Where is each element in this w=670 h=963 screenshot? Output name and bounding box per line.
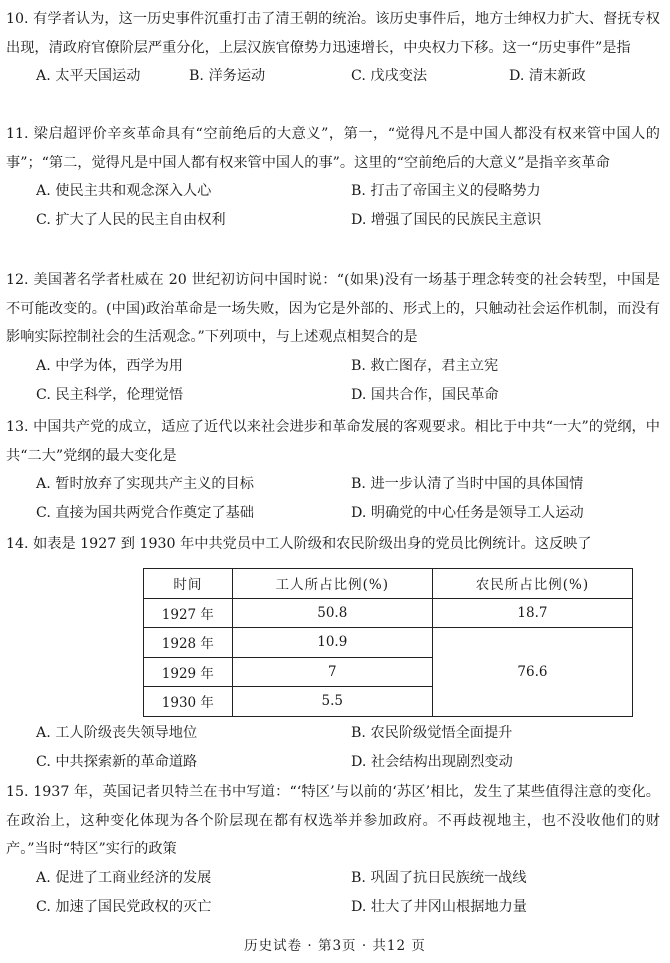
option-a[interactable]: A. 暂时放弃了实现共产主义的目标 <box>36 476 254 493</box>
question-stem: 13. 中国共产党的成立，适应了近代以来社会进步和革命发展的客观要求。相比于中共“一大”的党纲，中共“二大”党纲的最大变化是 <box>6 419 660 464</box>
options-row <box>6 381 660 410</box>
option-b[interactable]: B. 打击了帝国主义的侵略势力 <box>351 183 541 200</box>
option-c[interactable]: C. 民主科学，伦理觉悟 <box>36 386 184 403</box>
cell-worker: 7 <box>232 657 432 687</box>
question-10 <box>6 5 660 91</box>
option-a[interactable]: A. 促进了工商业经济的发展 <box>36 869 212 886</box>
option-d[interactable]: D. 清末新政 <box>509 68 586 85</box>
cell-year: 1929 年 <box>144 657 233 687</box>
options-row <box>6 177 660 206</box>
party-member-ratio-table <box>143 568 633 717</box>
question-13 <box>6 413 660 528</box>
options-row <box>6 893 660 922</box>
option-c[interactable]: C. 加速了国民党政权的灭亡 <box>36 898 212 915</box>
question-15 <box>6 778 660 922</box>
cell-year: 1927 年 <box>144 598 233 628</box>
option-d[interactable]: D. 国共合作，国民革命 <box>351 386 499 403</box>
table-header-row <box>144 569 633 599</box>
cell-peasant-merged: 76.6 <box>432 628 632 717</box>
question-14 <box>6 530 660 559</box>
question-stem: 14. 如表是 1927 到 1930 年中共党员中工人阶级和农民阶级出身的党员比例统计。这反映了 <box>6 536 592 552</box>
table-row <box>144 598 633 628</box>
header-time: 时间 <box>144 569 233 599</box>
question-stem: 10. 有学者认为，这一历史事件沉重打击了清王朝的统治。该历史事件后，地方士绅权力扩大、督抚专权出现，清政府官僚阶层严重分化，上层汉族官僚势力迅速增长，中央权力下移。这一“历史事件”是指 <box>6 11 660 56</box>
options-row <box>6 719 660 748</box>
option-b[interactable]: B. 农民阶级觉悟全面提升 <box>351 725 513 741</box>
option-a[interactable]: A. 工人阶级丧失领导地位 <box>36 725 198 741</box>
header-worker: 工人所占比例(%) <box>232 569 432 599</box>
option-c[interactable]: C. 直接为国共两党合作奠定了基础 <box>36 505 254 522</box>
options-row <box>6 352 660 381</box>
question-14-options <box>6 719 660 777</box>
options-row <box>6 470 660 499</box>
cell-worker: 5.5 <box>232 687 432 717</box>
options-row <box>6 864 660 893</box>
cell-year: 1930 年 <box>144 687 233 717</box>
question-stem: 12. 美国著名学者杜威在 20 世纪初访问中国时说：“(如果)没有一场基于理念转变的社会转型，中国是不可能改变的。(中国)政治革命是一场失败，因为它是外部的、形式上的，只触动社会运作机制，而没有影响实际控制社会的生活观念。”下列项中，与上述观点相契合的是 <box>6 272 660 346</box>
options-row <box>6 62 660 91</box>
cell-worker: 10.9 <box>232 628 432 658</box>
option-d[interactable]: D. 明确党的中心任务是领导工人运动 <box>351 505 584 522</box>
option-d[interactable]: D. 增强了国民的民族民主意识 <box>351 212 542 229</box>
options-row <box>6 499 660 528</box>
question-stem: 15. 1937 年，英国记者贝特兰在书中写道：“‘特区’与以前的‘苏区’相比，发生了某些值得注意的变化。在政治上，这种变化体现为各个阶层现在都有权选举并参加政府。不再歧视地主，也不没收他们的财产。”当时“特区”实行的政策 <box>6 784 660 858</box>
question-12 <box>6 266 660 410</box>
option-b[interactable]: B. 进一步认清了当时中国的具体国情 <box>351 476 584 493</box>
question-stem: 11. 梁启超评价辛亥革命具有“空前绝后的大意义”，第一，“觉得凡不是中国人都没有权来管中国人的事”；“第二，觉得凡是中国人都有权来管中国人的事”。这里的“空前绝后的大意义”是指辛亥革命 <box>6 126 660 171</box>
option-c[interactable]: C. 中共探索新的革命道路 <box>36 754 198 770</box>
page-footer: 历史试卷 · 第3页 · 共12 页 <box>244 938 426 954</box>
option-c[interactable]: C. 戊戌变法 <box>351 68 428 85</box>
option-a[interactable]: A. 使民主共和观念深入人心 <box>36 183 212 200</box>
table-row <box>144 628 633 658</box>
option-a[interactable]: A. 太平天国运动 <box>36 68 141 85</box>
option-d[interactable]: D. 壮大了井冈山根据地力量 <box>351 898 527 915</box>
options-row <box>6 748 660 777</box>
cell-peasant: 18.7 <box>432 598 632 628</box>
header-peasant: 农民所占比例(%) <box>432 569 632 599</box>
cell-year: 1928 年 <box>144 628 233 658</box>
option-a[interactable]: A. 中学为体，西学为用 <box>36 357 183 374</box>
question-11 <box>6 120 660 235</box>
options-row <box>6 206 660 235</box>
option-d[interactable]: D. 社会结构出现剧烈变动 <box>351 754 513 770</box>
option-b[interactable]: B. 洋务运动 <box>189 68 266 85</box>
cell-worker: 50.8 <box>232 598 432 628</box>
option-b[interactable]: B. 巩固了抗日民族统一战线 <box>351 869 527 886</box>
option-c[interactable]: C. 扩大了人民的民主自由权利 <box>36 212 226 229</box>
option-b[interactable]: B. 救亡图存，君主立宪 <box>351 357 499 374</box>
